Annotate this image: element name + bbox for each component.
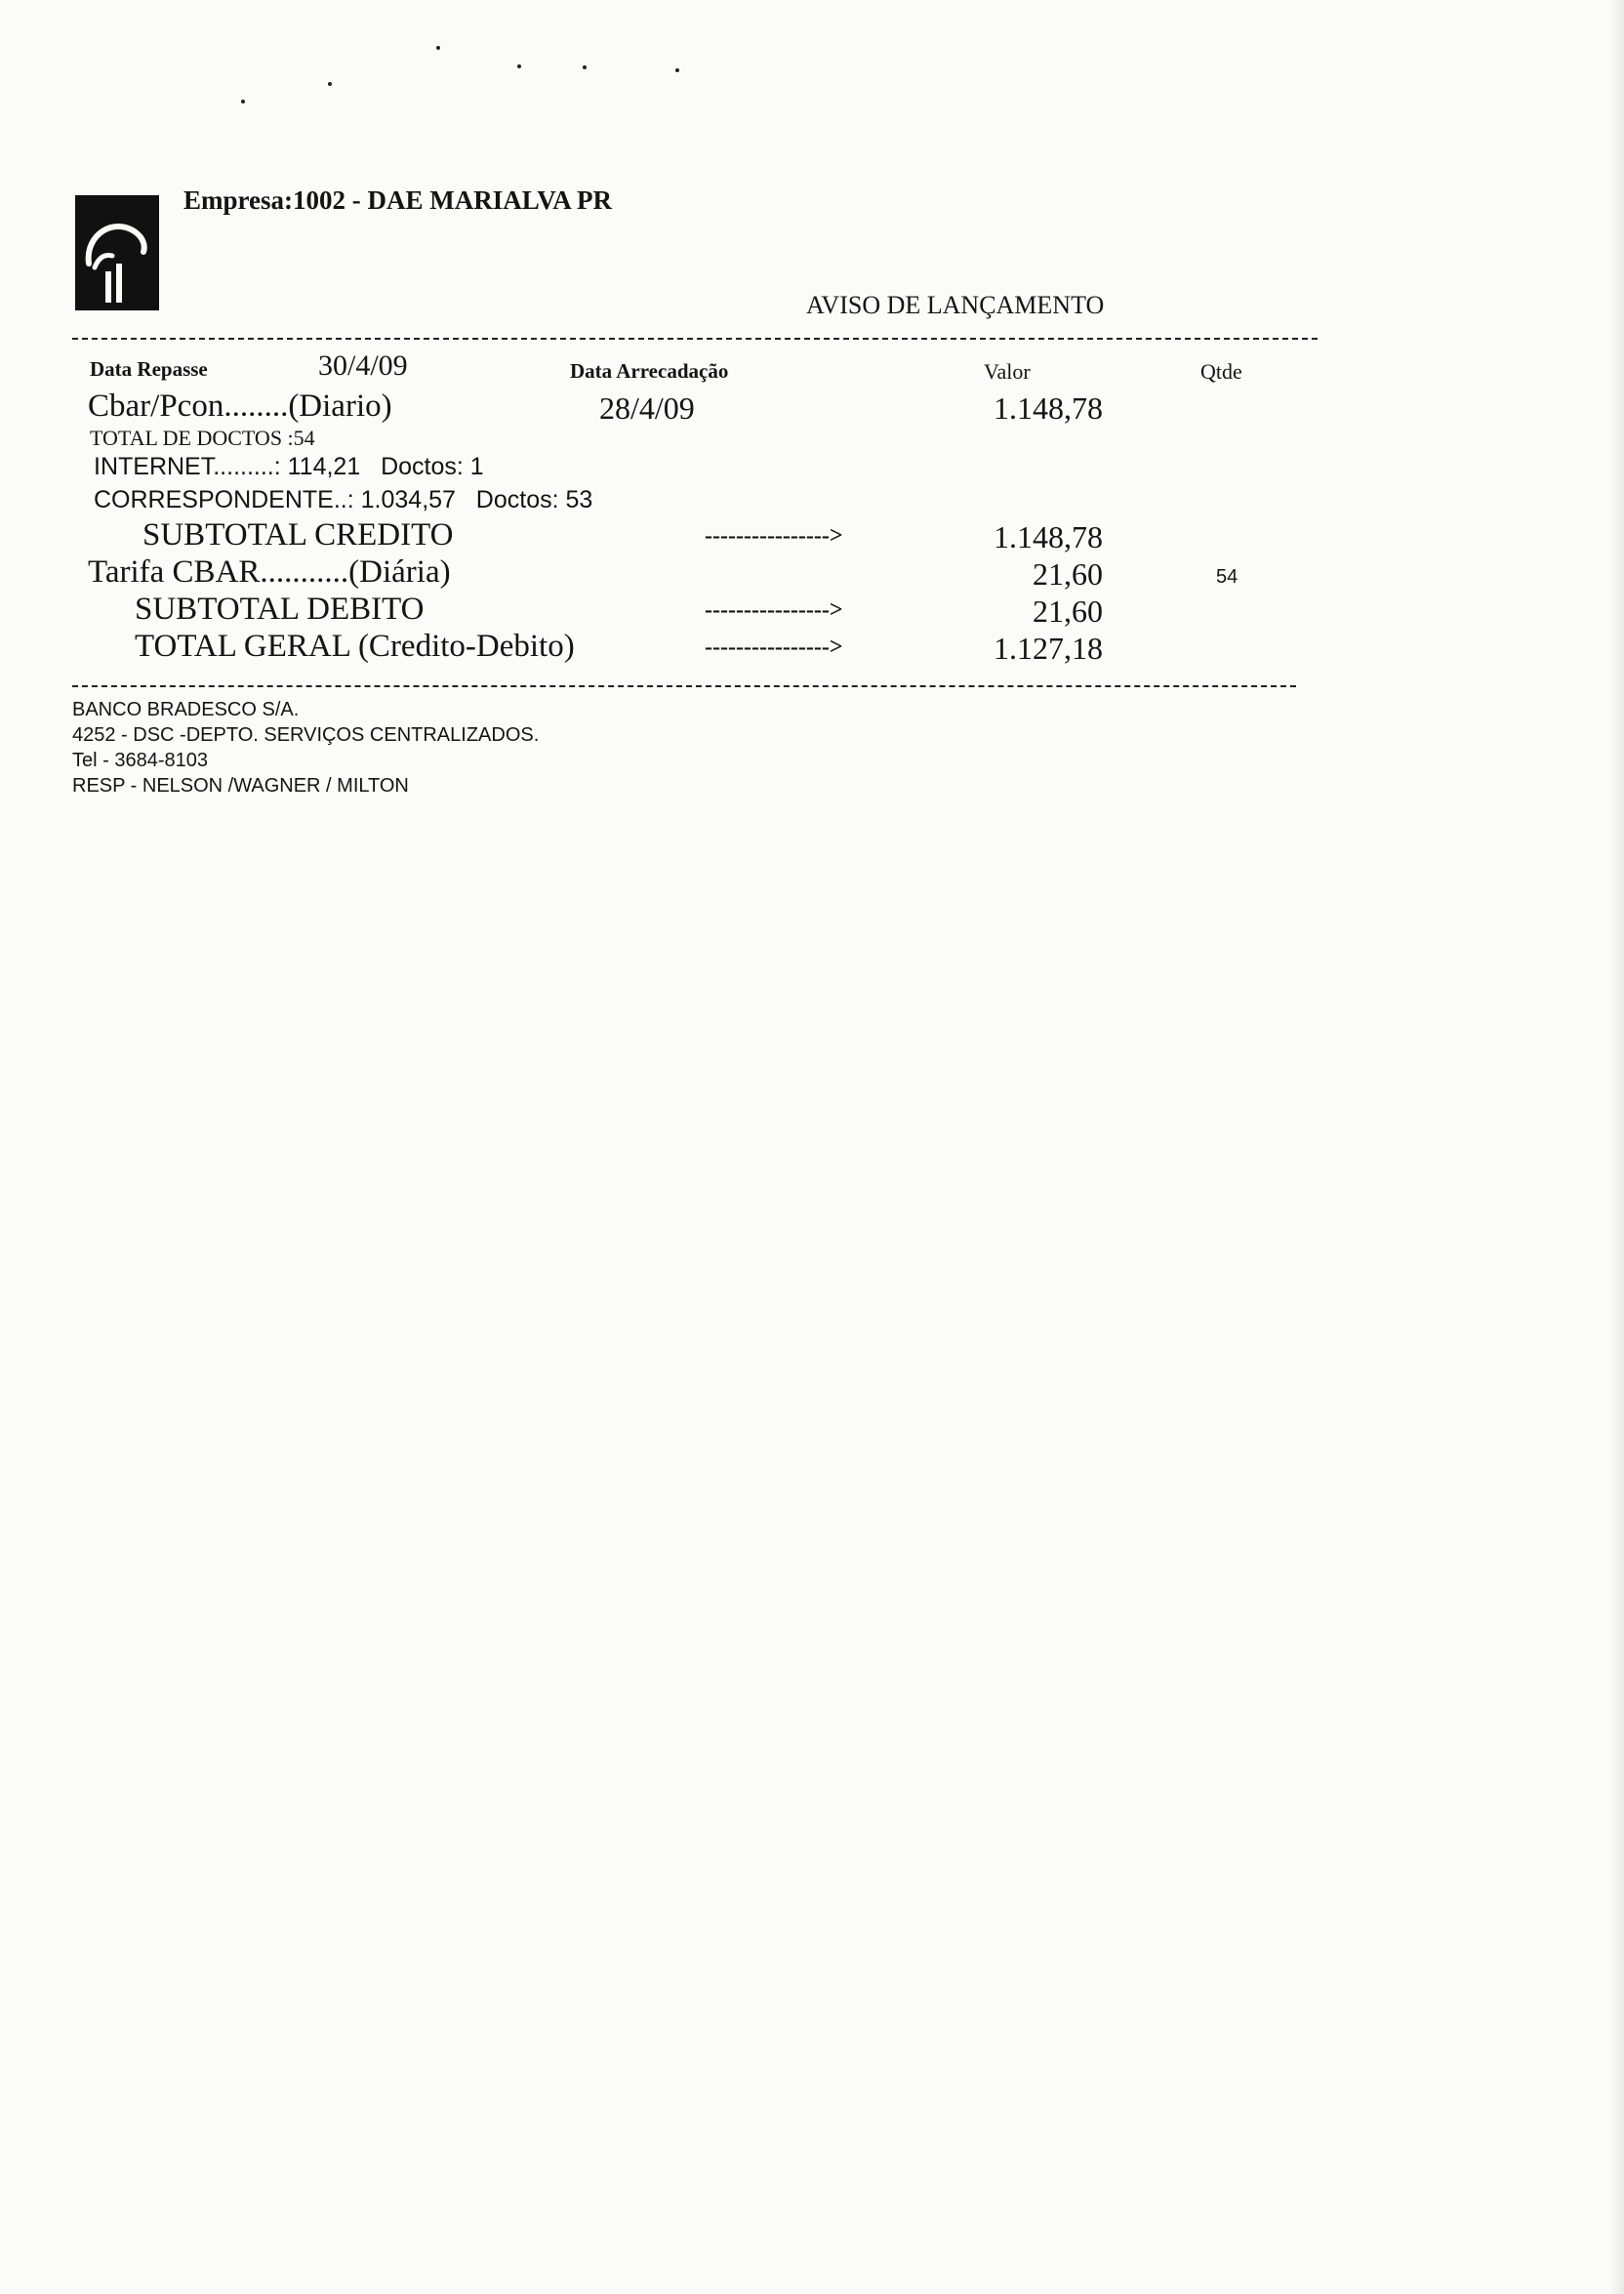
- scan-speck: [436, 46, 440, 50]
- qtde-label: Qtde: [1200, 359, 1242, 384]
- tarifa-value: 21,60: [1033, 556, 1103, 592]
- cbar-value: 1.148,78: [994, 390, 1103, 426]
- internet-line: INTERNET.........: 114,21 Doctos: 1: [94, 453, 484, 480]
- total-geral-value: 1.127,18: [994, 631, 1103, 666]
- bottom-divider: [72, 685, 1296, 687]
- scan-edge: [1610, 0, 1624, 2294]
- scan-speck: [675, 68, 679, 72]
- cbar-label: Cbar/Pcon........(Diario): [88, 389, 392, 424]
- total-geral-arrow: ---------------->: [705, 635, 843, 660]
- scan-speck: [517, 64, 521, 68]
- data-arrecadacao-label: Data Arrecadação: [570, 359, 729, 383]
- subtotal-credito-label: SUBTOTAL CREDITO: [142, 517, 454, 553]
- tarifa-label: Tarifa CBAR...........(Diária): [88, 554, 451, 590]
- scan-speck: [241, 100, 245, 103]
- subtotal-debito-value: 21,60: [1033, 594, 1103, 629]
- valor-label: Valor: [984, 359, 1031, 384]
- footer-dept: 4252 - DSC -DEPTO. SERVIÇOS CENTRALIZADOS.: [72, 724, 540, 746]
- company-name: Empresa:1002 - DAE MARIALVA PR: [183, 185, 613, 215]
- data-repasse-value: 30/4/09: [318, 349, 408, 382]
- subtotal-credito-arrow: ---------------->: [705, 523, 843, 549]
- subtotal-debito-arrow: ---------------->: [705, 597, 843, 623]
- tarifa-qtde: 54: [1216, 566, 1238, 588]
- scan-speck: [328, 82, 332, 86]
- document-title: AVISO DE LANÇAMENTO: [806, 291, 1105, 319]
- subtotal-credito-value: 1.148,78: [994, 519, 1103, 554]
- footer-tel: Tel - 3684-8103: [72, 750, 208, 771]
- subtotal-debito-label: SUBTOTAL DEBITO: [135, 592, 425, 627]
- footer-bank: BANCO BRADESCO S/A.: [72, 699, 300, 720]
- scan-speck: [583, 65, 587, 69]
- total-geral-label: TOTAL GERAL (Credito-Debito): [135, 629, 575, 664]
- data-repasse-label: Data Repasse: [90, 357, 208, 381]
- bradesco-logo-icon: [75, 195, 159, 310]
- correspondente-line: CORRESPONDENTE..: 1.034,57 Doctos: 53: [94, 486, 593, 513]
- total-doctos: TOTAL DE DOCTOS :54: [90, 426, 315, 450]
- footer-resp: RESP - NELSON /WAGNER / MILTON: [72, 775, 409, 797]
- cbar-date: 28/4/09: [599, 390, 695, 426]
- top-divider: [72, 338, 1318, 340]
